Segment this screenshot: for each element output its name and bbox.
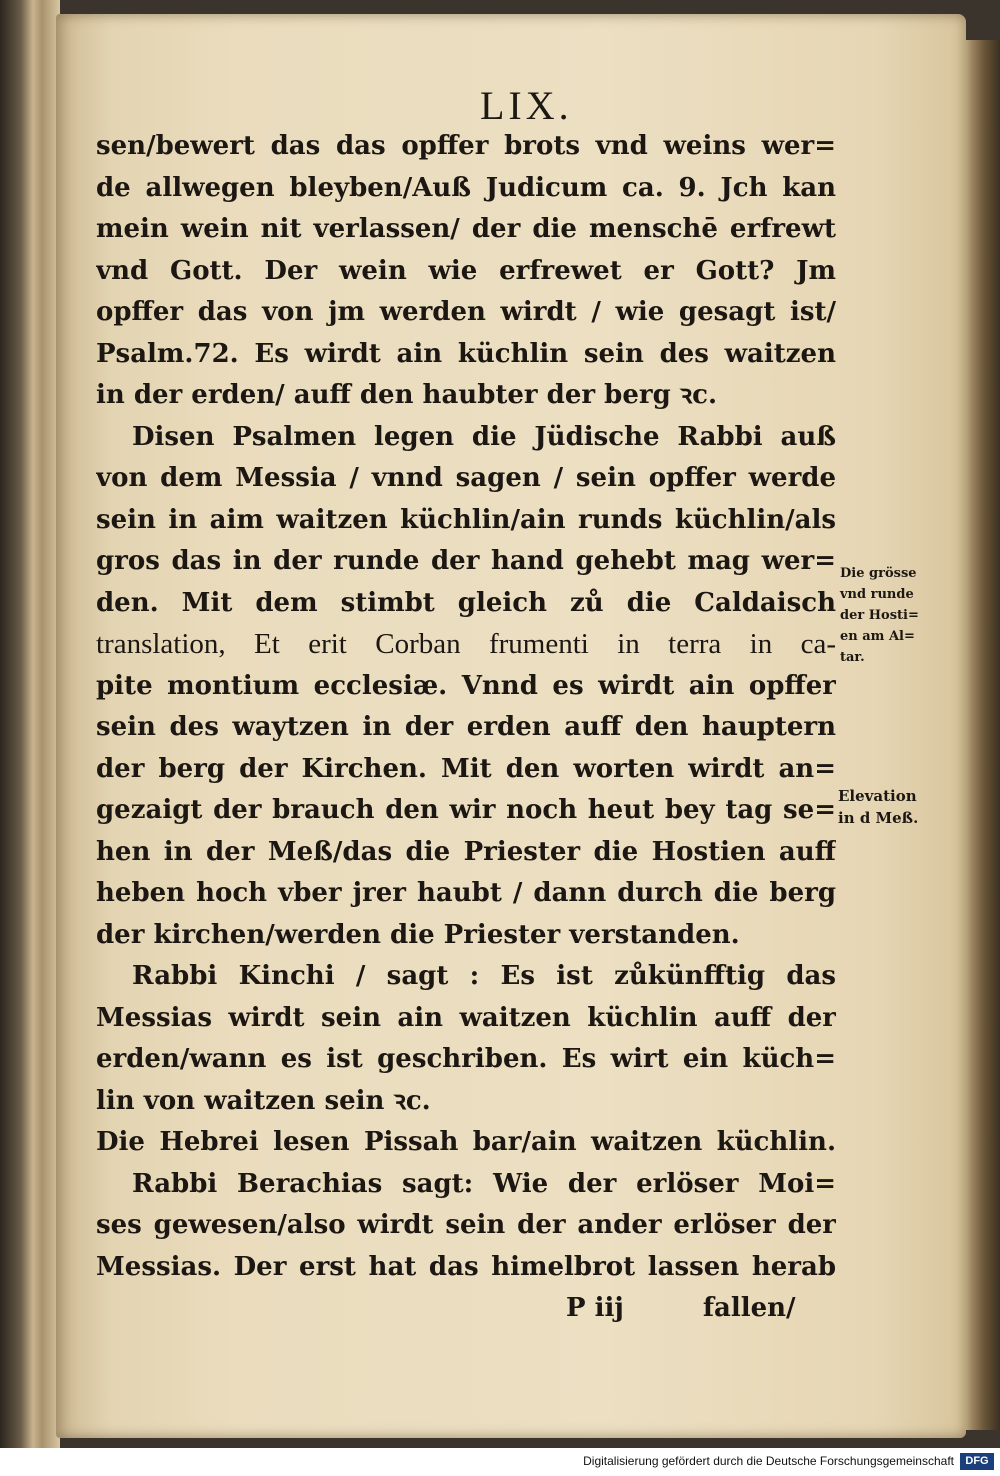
text-line: sen/bewert das das opffer brots vnd weins wer= bbox=[96, 131, 836, 161]
text-line: mein wein nit verlassen/ der die menschē erfrewt bbox=[96, 214, 836, 244]
margin-note-elevation bbox=[838, 785, 958, 829]
margin-note-line: tar. bbox=[840, 650, 865, 665]
text-line: den. Mit dem stimbt gleich zů die Caldaisch bbox=[96, 587, 836, 618]
text-line: gezaigt der brauch den wir noch heut bey tag se= bbox=[96, 795, 836, 825]
margin-note-line: in d Meß. bbox=[838, 809, 919, 827]
book-fore-edge bbox=[960, 40, 1000, 1430]
text-line: Messias. Der erst hat das himelbrot lassen herab bbox=[96, 1251, 836, 1282]
text-line: erden/wann es ist geschriben. Es wirt ein küch= bbox=[96, 1044, 836, 1074]
margin-note-line: vnd runde bbox=[840, 587, 914, 602]
text-line: pite montium ecclesiæ. Vnnd es wirdt ain opffer bbox=[96, 670, 836, 701]
text-line: ses gewesen/also wirdt sein der ander erlöser der bbox=[96, 1210, 836, 1240]
text-line: sein des waytzen in der erden auff den hauptern bbox=[96, 712, 836, 742]
text-line: gros das in der runde der hand gehebt mag wer= bbox=[96, 546, 836, 576]
text-line: opffer das von jm werden wirdt / wie gesagt ist/ bbox=[96, 297, 836, 327]
text-line: hen in der Meß/das die Priester die Hostien auff bbox=[96, 836, 836, 867]
dfg-logo: DFG bbox=[960, 1453, 994, 1470]
funding-credit: Digitalisierung gefördert durch die Deutsche Forschungsgemeinschaft bbox=[583, 1454, 954, 1468]
page-folio: LIX. bbox=[480, 83, 573, 128]
text-line: in der erden/ auff den haubter der berg ꝛc. bbox=[96, 380, 718, 410]
text-line: sein in aim waitzen küchlin/ain runds küchlin/als bbox=[96, 504, 836, 535]
text-line: der kirchen/werden die Priester verstanden. bbox=[96, 919, 740, 950]
text-line-latin: translation, Et erit Corban frumenti in terra in ca- bbox=[96, 628, 836, 660]
margin-note-line: Die grösse bbox=[840, 566, 917, 581]
signature-mark: P iij bbox=[566, 1293, 624, 1323]
digitization-footer bbox=[0, 1448, 1000, 1476]
margin-note-grosse bbox=[840, 563, 950, 668]
text-line: de allwegen bleyben/Auß Judicum ca. 9. Jch kan bbox=[96, 172, 836, 203]
text-line: Psalm.72. Es wirdt ain küchlin sein des waitzen bbox=[96, 338, 836, 369]
margin-note-line: Elevation bbox=[838, 787, 917, 805]
text-line: Messias wirdt sein ain waitzen küchlin auff der bbox=[96, 1002, 836, 1033]
catchword: fallen/ bbox=[702, 1293, 796, 1323]
text-line: Rabbi Kinchi / sagt : Es ist zůkünfftig das bbox=[132, 961, 836, 991]
text-line: lin von waitzen sein ꝛc. bbox=[96, 1085, 431, 1116]
signature-line bbox=[96, 1288, 836, 1330]
text-line: Disen Psalmen legen die Jüdische Rabbi auß bbox=[132, 421, 836, 452]
text-line: Rabbi Berachias sagt: Wie der erlöser Moi= bbox=[132, 1168, 836, 1199]
text-line: Die Hebrei lesen Pissah bar/ain waitzen küchlin. bbox=[96, 1127, 836, 1157]
book-gutter bbox=[0, 0, 60, 1448]
margin-note-line: der Hosti= bbox=[840, 608, 919, 623]
text-line: vnd Gott. Der wein wie erfrewet er Gott? Jm bbox=[96, 255, 836, 286]
text-line: heben hoch vber jrer haubt / dann durch die berg bbox=[96, 878, 836, 908]
text-line: der berg der Kirchen. Mit den worten wirdt an= bbox=[96, 753, 836, 784]
page-body-text bbox=[96, 126, 836, 1330]
text-line: von dem Messia / vnnd sagen / sein opffer werde bbox=[96, 463, 836, 493]
margin-note-line: en am Al= bbox=[840, 629, 915, 644]
